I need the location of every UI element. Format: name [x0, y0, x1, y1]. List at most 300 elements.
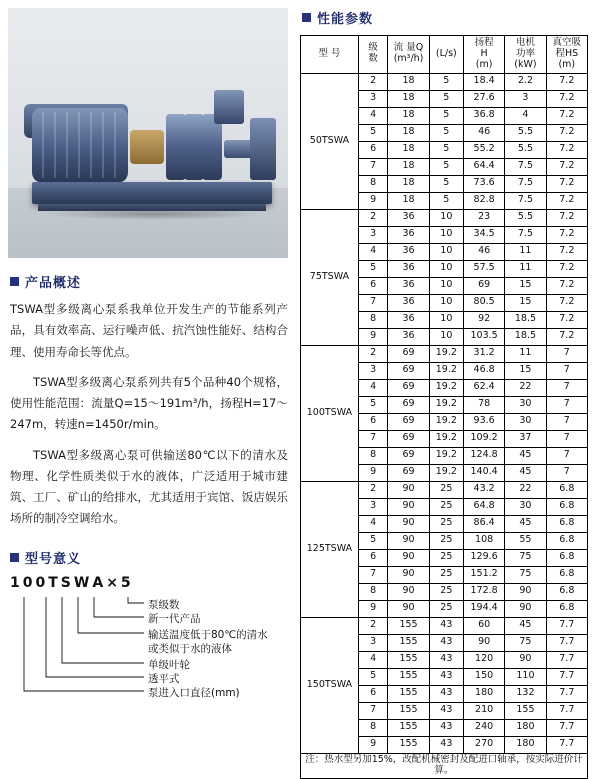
- cell-power: 155: [505, 702, 546, 719]
- cell-head: 140.4: [463, 464, 504, 481]
- cell-hs: 6.8: [546, 498, 587, 515]
- cell-power: 180: [505, 736, 546, 753]
- cell-power: 45: [505, 617, 546, 634]
- cell-flow-ls: 10: [429, 260, 463, 277]
- table-row: [301, 73, 588, 90]
- col-flow-ls: [429, 36, 463, 74]
- cell-hs: 7.2: [546, 328, 587, 345]
- cell-power: 110: [505, 668, 546, 685]
- cell-flow-ls: 25: [429, 515, 463, 532]
- cell-hs: 7.2: [546, 141, 587, 158]
- cell-hs: 7.2: [546, 90, 587, 107]
- cell-hs: 7.7: [546, 702, 587, 719]
- cell-stages: 7: [358, 430, 388, 447]
- cell-stages: 6: [358, 413, 388, 430]
- col-stages: [358, 36, 388, 74]
- cell-power: 15: [505, 277, 546, 294]
- right-column: [300, 8, 592, 779]
- cell-head: 92: [463, 311, 504, 328]
- cell-model: 150TSWA: [301, 617, 359, 753]
- cell-flow-m3h: 155: [388, 685, 429, 702]
- cell-stages: 5: [358, 396, 388, 413]
- cell-hs: 7: [546, 464, 587, 481]
- cell-flow-m3h: 155: [388, 651, 429, 668]
- cell-power: 45: [505, 447, 546, 464]
- cell-power: 90: [505, 600, 546, 617]
- cell-flow-ls: 10: [429, 311, 463, 328]
- cell-head: 43.2: [463, 481, 504, 498]
- cell-flow-m3h: 18: [388, 90, 429, 107]
- cell-hs: 7.7: [546, 634, 587, 651]
- cell-flow-m3h: 69: [388, 345, 429, 362]
- cell-flow-m3h: 155: [388, 702, 429, 719]
- cell-head: 124.8: [463, 447, 504, 464]
- cell-flow-ls: 25: [429, 600, 463, 617]
- product-photo: [8, 8, 288, 258]
- model-meaning-heading-label: 型号意义: [25, 551, 82, 567]
- cell-flow-m3h: 90: [388, 498, 429, 515]
- cell-head: 210: [463, 702, 504, 719]
- cell-head: 23: [463, 209, 504, 226]
- cell-flow-ls: 43: [429, 668, 463, 685]
- cell-stages: 2: [358, 345, 388, 362]
- cell-stages: 7: [358, 566, 388, 583]
- cell-power: 45: [505, 464, 546, 481]
- overview-paragraph-2: TSWA型多级离心泵系列共有5个品种40个规格，使用性能范围：流量Q=15～191m³/h，扬程H=17～247m，转速n=1450r/min。: [10, 374, 288, 432]
- cell-head: 69: [463, 277, 504, 294]
- cell-power: 18.5: [505, 328, 546, 345]
- cell-head: 57.5: [463, 260, 504, 277]
- cell-head: 240: [463, 719, 504, 736]
- cell-flow-m3h: 90: [388, 566, 429, 583]
- col-stages-l1: 级: [368, 42, 378, 54]
- cell-stages: 6: [358, 141, 388, 158]
- cell-head: 194.4: [463, 600, 504, 617]
- model-meaning-heading: [10, 548, 290, 567]
- cell-flow-m3h: 155: [388, 634, 429, 651]
- col-stages-l2: 数: [368, 53, 378, 65]
- cell-flow-ls: 19.2: [429, 464, 463, 481]
- cell-hs: 7.7: [546, 651, 587, 668]
- cell-head: 108: [463, 532, 504, 549]
- model-code-part-3: W: [73, 574, 93, 591]
- cell-flow-ls: 19.2: [429, 362, 463, 379]
- cell-hs: 7: [546, 447, 587, 464]
- model-code-part-6: 5: [120, 574, 134, 591]
- cell-head: 172.8: [463, 583, 504, 600]
- cell-flow-ls: 5: [429, 141, 463, 158]
- cell-flow-m3h: 90: [388, 549, 429, 566]
- cell-power: 7.5: [505, 175, 546, 192]
- cell-head: 64.8: [463, 498, 504, 515]
- cell-stages: 4: [358, 243, 388, 260]
- cell-stages: 2: [358, 617, 388, 634]
- table-header: [301, 36, 588, 74]
- model-note-4: 单级叶轮: [148, 658, 190, 671]
- cell-stages: 6: [358, 277, 388, 294]
- cell-head: 78: [463, 396, 504, 413]
- cell-flow-m3h: 69: [388, 379, 429, 396]
- cell-stages: 2: [358, 481, 388, 498]
- cell-power: 18.5: [505, 311, 546, 328]
- cell-hs: 7: [546, 362, 587, 379]
- cell-power: 75: [505, 634, 546, 651]
- model-note-3: 或类似于水的液体: [148, 642, 232, 655]
- cell-flow-ls: 25: [429, 532, 463, 549]
- cell-flow-ls: 5: [429, 73, 463, 90]
- cell-head: 31.2: [463, 345, 504, 362]
- cell-hs: 7.7: [546, 719, 587, 736]
- cell-flow-ls: 19.2: [429, 413, 463, 430]
- cell-hs: 7.2: [546, 107, 587, 124]
- cell-stages: 7: [358, 158, 388, 175]
- model-note-0: 泵级数: [148, 598, 180, 611]
- cell-power: 75: [505, 549, 546, 566]
- cell-flow-ls: 43: [429, 651, 463, 668]
- cell-head: 34.5: [463, 226, 504, 243]
- cell-flow-ls: 43: [429, 719, 463, 736]
- col-head-l2: H: [480, 47, 488, 59]
- table-row: [301, 345, 588, 362]
- cell-flow-ls: 25: [429, 583, 463, 600]
- col-head-l1: 扬程: [474, 37, 494, 48]
- col-hs-l1: 真空吸: [552, 37, 582, 48]
- cell-stages: 4: [358, 107, 388, 124]
- cell-flow-m3h: 18: [388, 107, 429, 124]
- cell-stages: 3: [358, 634, 388, 651]
- col-model-label: 型 号: [318, 47, 341, 59]
- cell-flow-ls: 5: [429, 158, 463, 175]
- cell-hs: 7.2: [546, 294, 587, 311]
- col-motor-power: [505, 36, 546, 74]
- table-row: [301, 481, 588, 498]
- cell-stages: 3: [358, 90, 388, 107]
- suction-flange: [250, 118, 276, 180]
- cell-head: 73.6: [463, 175, 504, 192]
- cell-flow-m3h: 155: [388, 617, 429, 634]
- cell-stages: 3: [358, 226, 388, 243]
- cell-flow-m3h: 90: [388, 532, 429, 549]
- cell-model: 125TSWA: [301, 481, 359, 617]
- cell-head: 151.2: [463, 566, 504, 583]
- electric-motor: [32, 108, 128, 182]
- cell-power: 5.5: [505, 141, 546, 158]
- cell-flow-ls: 43: [429, 685, 463, 702]
- cell-head: 90: [463, 634, 504, 651]
- cell-flow-ls: 10: [429, 243, 463, 260]
- cell-hs: 7.2: [546, 277, 587, 294]
- cell-power: 11: [505, 345, 546, 362]
- table-body: [301, 73, 588, 753]
- cell-power: 5.5: [505, 209, 546, 226]
- cell-head: 36.8: [463, 107, 504, 124]
- table-footnote: 注：热水型另加15%，改配机械密封及配进口轴承，按实际进价计算。: [301, 753, 588, 778]
- cell-flow-ls: 43: [429, 634, 463, 651]
- col-flow-unit-ls: (L/s): [435, 47, 457, 59]
- table-row: [301, 209, 588, 226]
- cell-head: 55.2: [463, 141, 504, 158]
- cell-power: 180: [505, 719, 546, 736]
- pump-stage: [184, 114, 204, 180]
- cell-head: 93.6: [463, 413, 504, 430]
- cell-power: 11: [505, 260, 546, 277]
- cell-flow-m3h: 155: [388, 719, 429, 736]
- cell-power: 37: [505, 430, 546, 447]
- cell-stages: 4: [358, 651, 388, 668]
- cell-flow-m3h: 69: [388, 396, 429, 413]
- cell-hs: 7.2: [546, 260, 587, 277]
- cell-flow-m3h: 36: [388, 328, 429, 345]
- col-hs-l2: 程HS: [555, 47, 579, 59]
- model-code-part-4: A: [92, 574, 107, 591]
- cell-hs: 7.7: [546, 668, 587, 685]
- params-heading-label: 性能参数: [317, 12, 374, 27]
- cell-flow-m3h: 69: [388, 447, 429, 464]
- model-code-part-0: 100: [10, 574, 49, 591]
- cell-power: 15: [505, 362, 546, 379]
- square-bullet-icon: [10, 553, 19, 562]
- cell-head: 46.8: [463, 362, 504, 379]
- cell-head: 62.4: [463, 379, 504, 396]
- table-footer: [301, 753, 588, 778]
- cell-power: 7.5: [505, 158, 546, 175]
- cell-power: 15: [505, 294, 546, 311]
- cell-stages: 5: [358, 124, 388, 141]
- cell-hs: 7.7: [546, 685, 587, 702]
- col-head-l3: (m): [475, 58, 493, 70]
- cell-stages: 2: [358, 73, 388, 90]
- cell-power: 7.5: [505, 226, 546, 243]
- cell-model: 50TSWA: [301, 73, 359, 209]
- cell-head: 180: [463, 685, 504, 702]
- cell-hs: 7.2: [546, 243, 587, 260]
- cell-flow-m3h: 90: [388, 515, 429, 532]
- cell-flow-m3h: 90: [388, 600, 429, 617]
- pump-stage: [166, 114, 186, 180]
- cell-flow-m3h: 36: [388, 260, 429, 277]
- cell-stages: 6: [358, 549, 388, 566]
- cell-stages: 9: [358, 736, 388, 753]
- cell-stages: 9: [358, 192, 388, 209]
- overview-heading-label: 产品概述: [25, 276, 82, 291]
- col-hs-l3: (m): [558, 58, 576, 70]
- col-flow-m3h: [388, 36, 429, 74]
- cell-head: 86.4: [463, 515, 504, 532]
- cell-power: 11: [505, 243, 546, 260]
- cell-stages: 2: [358, 209, 388, 226]
- cell-flow-ls: 10: [429, 328, 463, 345]
- cell-flow-ls: 19.2: [429, 430, 463, 447]
- cell-stages: 3: [358, 498, 388, 515]
- cell-power: 4: [505, 107, 546, 124]
- cell-hs: 6.8: [546, 481, 587, 498]
- cell-flow-m3h: 36: [388, 243, 429, 260]
- cell-head: 82.8: [463, 192, 504, 209]
- cell-power: 30: [505, 413, 546, 430]
- cell-head: 80.5: [463, 294, 504, 311]
- cell-flow-m3h: 36: [388, 226, 429, 243]
- cell-head: 150: [463, 668, 504, 685]
- cell-flow-m3h: 69: [388, 413, 429, 430]
- cell-stages: 4: [358, 515, 388, 532]
- col-power-l1: 电机: [515, 37, 535, 48]
- cell-hs: 7.2: [546, 209, 587, 226]
- cell-hs: 7.7: [546, 736, 587, 753]
- square-bullet-icon: [302, 13, 311, 22]
- cell-flow-m3h: 18: [388, 192, 429, 209]
- cell-power: 30: [505, 498, 546, 515]
- cell-flow-ls: 5: [429, 90, 463, 107]
- cell-flow-ls: 5: [429, 192, 463, 209]
- cell-flow-ls: 19.2: [429, 379, 463, 396]
- cell-flow-m3h: 155: [388, 736, 429, 753]
- cell-flow-m3h: 18: [388, 73, 429, 90]
- col-flow-unit-m3h: (m³/h): [393, 53, 424, 65]
- overview-heading: [10, 272, 290, 291]
- cell-flow-ls: 25: [429, 566, 463, 583]
- cell-power: 22: [505, 379, 546, 396]
- cell-flow-m3h: 36: [388, 209, 429, 226]
- cell-flow-ls: 25: [429, 481, 463, 498]
- params-heading: [302, 8, 592, 27]
- cell-power: 75: [505, 566, 546, 583]
- cell-hs: 7.2: [546, 311, 587, 328]
- cell-flow-m3h: 155: [388, 668, 429, 685]
- cell-flow-m3h: 18: [388, 141, 429, 158]
- cell-flow-m3h: 90: [388, 583, 429, 600]
- cell-hs: 7.2: [546, 124, 587, 141]
- cell-flow-ls: 10: [429, 226, 463, 243]
- cell-hs: 7: [546, 430, 587, 447]
- cell-flow-ls: 43: [429, 617, 463, 634]
- cell-flow-m3h: 69: [388, 430, 429, 447]
- cell-head: 46: [463, 124, 504, 141]
- cell-flow-ls: 25: [429, 498, 463, 515]
- cell-hs: 6.8: [546, 566, 587, 583]
- cell-stages: 9: [358, 464, 388, 481]
- cell-hs: 6.8: [546, 549, 587, 566]
- cell-hs: 7.2: [546, 158, 587, 175]
- cell-flow-ls: 10: [429, 294, 463, 311]
- cell-head: 27.6: [463, 90, 504, 107]
- cell-hs: 7.2: [546, 73, 587, 90]
- cell-power: 55: [505, 532, 546, 549]
- model-code: [10, 575, 290, 591]
- cell-stages: 8: [358, 719, 388, 736]
- cell-flow-ls: 25: [429, 549, 463, 566]
- col-head: [463, 36, 504, 74]
- overview-paragraph-1: TSWA型多级离心泵系我单位开发生产的节能系列产品，具有效率高、运行噪声低、抗汽蚀性能好、结构合理、使用寿命长等优点。: [10, 302, 288, 359]
- cell-hs: 6.8: [546, 583, 587, 600]
- cell-flow-m3h: 69: [388, 362, 429, 379]
- cell-flow-m3h: 69: [388, 464, 429, 481]
- cell-flow-ls: 19.2: [429, 447, 463, 464]
- cell-flow-ls: 10: [429, 277, 463, 294]
- cell-hs: 6.8: [546, 515, 587, 532]
- cell-stages: 7: [358, 702, 388, 719]
- cell-stages: 8: [358, 447, 388, 464]
- cell-stages: 9: [358, 600, 388, 617]
- square-bullet-icon: [10, 277, 19, 286]
- cell-stages: 5: [358, 532, 388, 549]
- cell-stages: 8: [358, 311, 388, 328]
- cell-flow-m3h: 36: [388, 277, 429, 294]
- coupling-guard: [130, 130, 164, 164]
- overview-paragraph-3: TSWA型多级离心泵可供输送80℃以下的清水及物理、化学性质类似于水的液体，广泛适用于城市建筑、工厂、矿山的给排水，尤其适用于宾馆、饭店娱乐场所的制冷空调给水。: [10, 447, 288, 526]
- cell-flow-m3h: 18: [388, 175, 429, 192]
- cell-stages: 3: [358, 362, 388, 379]
- cell-hs: 6.8: [546, 600, 587, 617]
- cell-hs: 6.8: [546, 532, 587, 549]
- cell-stages: 8: [358, 175, 388, 192]
- cell-power: 5.5: [505, 124, 546, 141]
- cell-head: 46: [463, 243, 504, 260]
- cell-model: 100TSWA: [301, 345, 359, 481]
- cell-hs: 7.7: [546, 617, 587, 634]
- col-suction-lift: [546, 36, 587, 74]
- performance-parameters-table: [300, 35, 588, 779]
- cell-power: 2.2: [505, 73, 546, 90]
- cell-hs: 7: [546, 345, 587, 362]
- model-code-diagram: [8, 575, 290, 705]
- cell-flow-m3h: 36: [388, 294, 429, 311]
- cell-stages: 7: [358, 294, 388, 311]
- cell-flow-ls: 5: [429, 107, 463, 124]
- model-code-part-1: T: [48, 574, 61, 591]
- col-power-l2: 功率: [515, 47, 535, 59]
- cell-hs: 7.2: [546, 175, 587, 192]
- cell-hs: 7.2: [546, 192, 587, 209]
- cell-power: 22: [505, 481, 546, 498]
- left-column: [8, 8, 290, 705]
- model-code-part-5: ×: [106, 574, 121, 591]
- model-note-6: 泵进入口直径(mm): [148, 686, 240, 699]
- cell-stages: 5: [358, 260, 388, 277]
- model-note-2: 输送温度低于80℃的清水: [148, 628, 268, 641]
- cell-flow-m3h: 18: [388, 124, 429, 141]
- cell-power: 3: [505, 90, 546, 107]
- cell-power: 45: [505, 515, 546, 532]
- table-row: [301, 617, 588, 634]
- cell-model: 75TSWA: [301, 209, 359, 345]
- pump-illustration: [18, 56, 280, 226]
- cell-stages: 8: [358, 583, 388, 600]
- cell-head: 129.6: [463, 549, 504, 566]
- model-note-5: 透平式: [148, 672, 180, 685]
- cell-head: 270: [463, 736, 504, 753]
- cell-power: 30: [505, 396, 546, 413]
- cell-hs: 7: [546, 413, 587, 430]
- cell-head: 103.5: [463, 328, 504, 345]
- cell-hs: 7: [546, 379, 587, 396]
- cell-flow-ls: 43: [429, 702, 463, 719]
- cell-power: 7.5: [505, 192, 546, 209]
- cell-head: 120: [463, 651, 504, 668]
- col-model: [301, 36, 359, 74]
- col-flow-label: 流 量Q: [393, 42, 424, 54]
- cell-hs: 7: [546, 396, 587, 413]
- cell-flow-m3h: 18: [388, 158, 429, 175]
- discharge-flange: [214, 90, 244, 124]
- cell-flow-m3h: 36: [388, 311, 429, 328]
- cell-stages: 9: [358, 328, 388, 345]
- cell-head: 64.4: [463, 158, 504, 175]
- cell-head: 109.2: [463, 430, 504, 447]
- col-power-l3: (kW): [514, 58, 537, 70]
- cell-stages: 5: [358, 668, 388, 685]
- cell-flow-ls: 5: [429, 175, 463, 192]
- cell-power: 90: [505, 583, 546, 600]
